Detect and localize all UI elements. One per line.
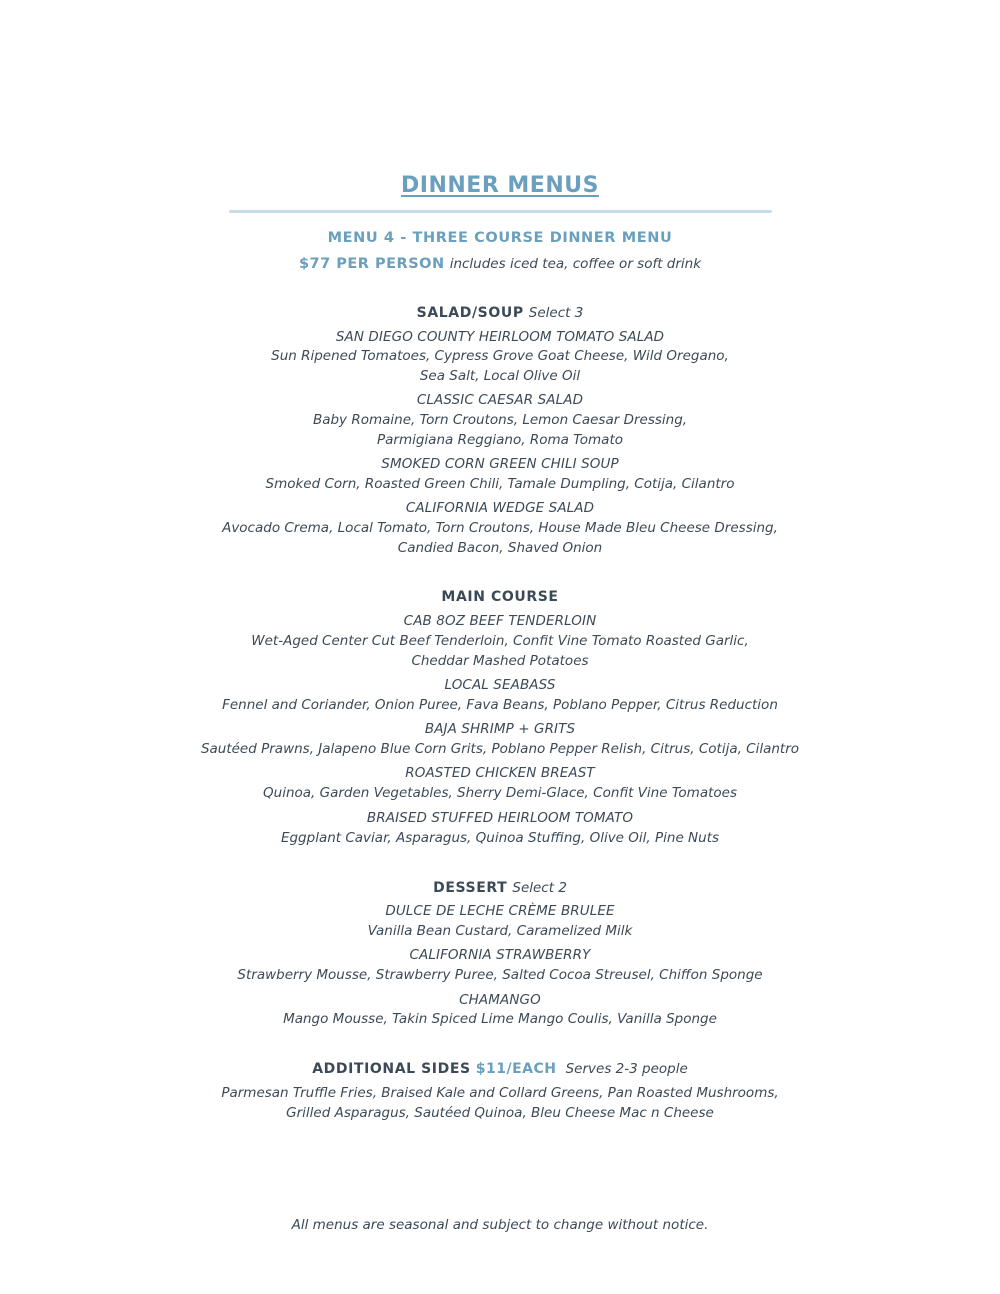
title-divider	[229, 210, 772, 213]
menu-item-name: BRAISED STUFFED HEIRLOOM TOMATO	[366, 810, 634, 826]
menu-item-desc: Sautéed Prawns, Jalapeno Blue Corn Grits, Poblano Pepper Relish, Citrus, Cotija, Cilantro	[200, 741, 800, 757]
menu-item-desc: Eggplant Caviar, Asparagus, Quinoa Stuffing, Olive Oil, Pine Nuts	[280, 830, 720, 846]
menu-item-desc: Smoked Corn, Roasted Green Chili, Tamale Dumpling, Cotija, Cilantro	[265, 476, 735, 492]
price-line	[0, 253, 1000, 274]
menu-item-name: DULCE DE LECHE CRÈME BRULEE	[385, 903, 615, 919]
dessert-select-note: Select 2	[512, 880, 567, 896]
menu-item-name: CALIFORNIA WEDGE SALAD	[405, 500, 595, 516]
salad-heading: SALAD/SOUP	[416, 305, 524, 321]
menu-item-name: BAJA SHRIMP + GRITS	[424, 721, 576, 737]
menu-item-desc: Strawberry Mousse, Strawberry Puree, Salted Cocoa Streusel, Chiffon Sponge	[237, 967, 763, 983]
menu-item-desc: Vanilla Bean Custard, Caramelized Milk	[367, 923, 633, 939]
main-course-heading: MAIN COURSE	[441, 589, 559, 605]
dessert-heading: DESSERT	[433, 880, 508, 896]
salad-heading-line	[0, 302, 1000, 323]
menu-item-name: SMOKED CORN GREEN CHILI SOUP	[381, 456, 619, 472]
page-title: DINNER MENUS	[401, 173, 599, 198]
menu-item-desc: Quinoa, Garden Vegetables, Sherry Demi-Glace, Confit Vine Tomatoes	[263, 785, 737, 801]
sides-heading: ADDITIONAL SIDES	[312, 1061, 471, 1077]
sides-price: $11/EACH	[475, 1061, 557, 1077]
menu-item-name: CLASSIC CAESAR SALAD	[416, 392, 584, 408]
menu-item-desc: Sea Salt, Local Olive Oil	[419, 368, 581, 384]
menu-item-desc: Sun Ripened Tomatoes, Cypress Grove Goat Cheese, Wild Oregano,	[271, 348, 729, 364]
menu-item-name: LOCAL SEABASS	[444, 677, 556, 693]
menu-item-desc: Avocado Crema, Local Tomato, Torn Croutons, House Made Bleu Cheese Dressing,	[222, 520, 778, 536]
menu-item-name: ROASTED CHICKEN BREAST	[405, 765, 595, 781]
sides-serves-note: Serves 2-3 people	[565, 1061, 688, 1077]
dessert-heading-line	[0, 877, 1000, 898]
menu-item-desc: Mango Mousse, Takin Spiced Lime Mango Coulis, Vanilla Sponge	[283, 1011, 717, 1027]
sides-heading-line	[0, 1058, 1000, 1079]
menu-item-desc: Parmigiana Reggiano, Roma Tomato	[377, 432, 623, 448]
price-note: includes iced tea, coffee or soft drink	[449, 256, 702, 272]
sides-desc: Parmesan Truffle Fries, Braised Kale and Collard Greens, Pan Roasted Mushrooms,	[221, 1085, 779, 1101]
menu-item-desc: Candied Bacon, Shaved Onion	[397, 540, 603, 556]
sides-desc: Grilled Asparagus, Sautéed Quinoa, Bleu Cheese Mac n Cheese	[286, 1105, 714, 1121]
menu-item-name: CALIFORNIA STRAWBERRY	[409, 947, 591, 963]
menu-item-desc: Wet-Aged Center Cut Beef Tenderloin, Confit Vine Tomato Roasted Garlic,	[251, 633, 749, 649]
menu-item-desc: Baby Romaine, Torn Croutons, Lemon Caesar Dressing,	[312, 412, 688, 428]
menu-item-desc: Fennel and Coriander, Onion Puree, Fava Beans, Poblano Pepper, Citrus Reduction	[222, 697, 778, 713]
menu-item-name: CAB 8OZ BEEF TENDERLOIN	[403, 613, 597, 629]
salad-select-note: Select 3	[528, 305, 584, 321]
menu-subtitle: MENU 4 - THREE COURSE DINNER MENU	[327, 230, 673, 246]
price: $77 PER PERSON	[298, 256, 445, 272]
menu-item-name: SAN DIEGO COUNTY HEIRLOOM TOMATO SALAD	[335, 329, 665, 345]
menu-item-desc: Cheddar Mashed Potatoes	[411, 653, 589, 669]
menu-item-name: CHAMANGO	[459, 992, 541, 1008]
footer-note: All menus are seasonal and subject to change without notice.	[291, 1217, 709, 1233]
